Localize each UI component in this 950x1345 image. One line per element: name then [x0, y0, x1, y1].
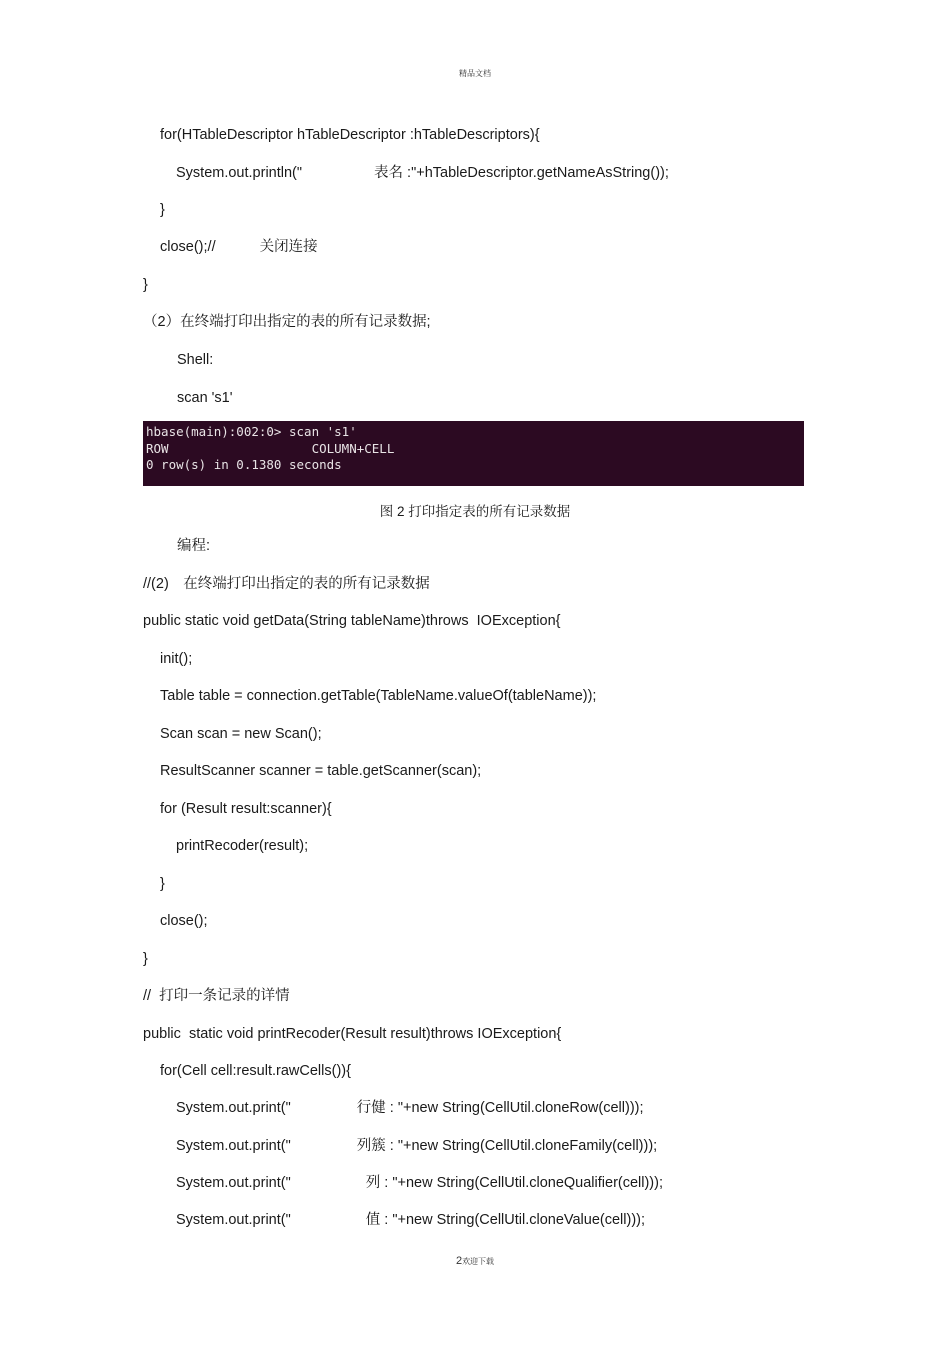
footer-text: 欢迎下载 — [462, 1257, 495, 1266]
terminal-screenshot — [143, 421, 804, 486]
code-line: System.out.println(" 表名 :"+hTableDescriptor.getNameAsString()); — [176, 165, 669, 181]
code-line: close();// 关闭连接 — [160, 239, 318, 255]
code-line: ResultScanner scanner = table.getScanner(scan); — [160, 763, 482, 779]
terminal-line: ROW COLUMN+CELL — [146, 440, 395, 456]
code-line: } — [143, 951, 148, 967]
code-line: public static void getData(String tableName)throws IOException{ — [143, 613, 561, 629]
terminal-line: hbase(main):002:0> scan 's1' — [146, 424, 357, 439]
page-footer — [0, 1255, 950, 1267]
terminal-line: 0 row(s) in 0.1380 seconds — [146, 457, 342, 472]
code-line: System.out.print(" 行健 : "+new String(CellUtil.cloneRow(cell))); — [176, 1100, 644, 1116]
code-line: scan 's1' — [177, 390, 233, 406]
code-line: System.out.print(" 值 : "+new String(CellUtil.cloneValue(cell))); — [176, 1212, 646, 1228]
figure-caption: 图 2 打印指定表的所有记录数据 — [379, 504, 571, 519]
code-line: Table table = connection.getTable(TableName.valueOf(tableName)); — [160, 688, 597, 704]
code-line: printRecoder(result); — [176, 838, 309, 854]
code-comment: // 打印一条记录的详情 — [143, 988, 290, 1004]
code-line: close(); — [160, 913, 208, 929]
code-line: for (Result result:scanner){ — [160, 801, 332, 817]
code-line: System.out.print(" 列 : "+new String(CellUtil.cloneQualifier(cell))); — [176, 1175, 663, 1191]
code-line: Scan scan = new Scan(); — [160, 726, 322, 742]
code-line: } — [143, 277, 148, 293]
section-heading: （2）在终端打印出指定的表的所有记录数据; — [143, 314, 431, 330]
page-header: 精品文档 — [459, 69, 491, 78]
code-line: } — [160, 202, 165, 218]
page-number: 2 — [455, 1255, 463, 1267]
programming-label: 编程: — [177, 538, 211, 554]
code-line: public static void printRecoder(Result result)throws IOException{ — [143, 1026, 562, 1042]
shell-label: Shell: — [177, 352, 214, 368]
code-line: for(HTableDescriptor hTableDescriptor :hTableDescriptors){ — [160, 127, 540, 143]
code-line: System.out.print(" 列簇 : "+new String(CellUtil.cloneFamily(cell))); — [176, 1138, 658, 1154]
code-line: init(); — [160, 651, 193, 667]
code-line: for(Cell cell:result.rawCells()){ — [160, 1063, 351, 1079]
code-comment: //(2) 在终端打印出指定的表的所有记录数据 — [143, 576, 430, 592]
code-line: } — [160, 876, 165, 892]
